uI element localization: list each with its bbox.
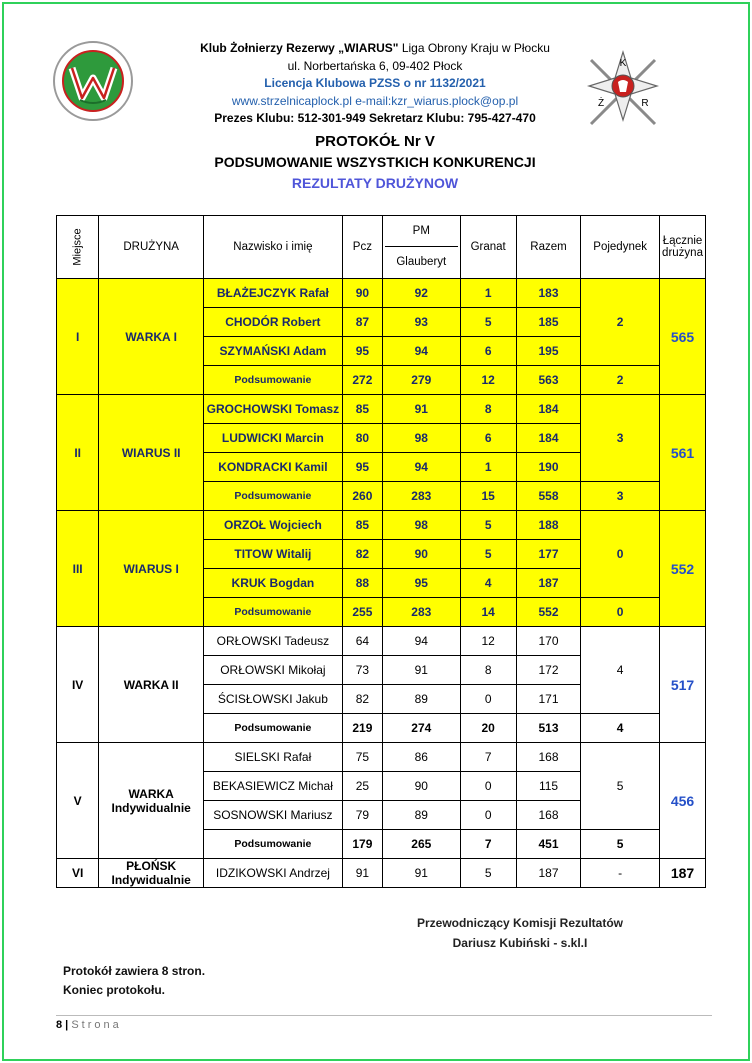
razem-cell: 187 — [516, 859, 580, 888]
razem-cell: 187 — [516, 569, 580, 598]
member-name: CHODÓR Robert — [204, 308, 343, 337]
summary-granat: 15 — [460, 482, 516, 511]
pm-cell: 90 — [383, 772, 461, 801]
granat-cell: 8 — [460, 656, 516, 685]
pcz-cell: 85 — [342, 395, 382, 424]
pcz-cell: 82 — [342, 685, 382, 714]
col-header-pm: PM Glauberyt — [383, 216, 461, 279]
club-header — [180, 40, 570, 128]
summary-pojedynek: 5 — [581, 830, 660, 859]
razem-cell: 190 — [516, 453, 580, 482]
member-name: IDZIKOWSKI Andrzej — [204, 859, 343, 888]
summary-pojedynek: 2 — [581, 366, 660, 395]
pm-cell: 94 — [383, 453, 461, 482]
pm-cell: 89 — [383, 801, 461, 830]
pm-cell: 98 — [383, 424, 461, 453]
club-phones: Prezes Klubu: 512-301-949 Sekretarz Klubu: 795-427-470 — [214, 111, 536, 125]
granat-cell: 5 — [460, 859, 516, 888]
granat-cell: 5 — [460, 540, 516, 569]
summary-granat: 7 — [460, 830, 516, 859]
table-row — [57, 743, 706, 772]
summary-label: Podsumowanie — [204, 714, 343, 743]
summary-pojedynek: 3 — [581, 482, 660, 511]
col-header-team: DRUŻYNA — [99, 216, 204, 279]
wiarus-club-logo — [52, 40, 134, 122]
col-header-pcz: Pcz — [342, 216, 382, 279]
table-row — [57, 859, 706, 888]
member-name: SOSNOWSKI Mariusz — [204, 801, 343, 830]
razem-cell: 115 — [516, 772, 580, 801]
place-cell: II — [57, 395, 99, 511]
pm-cell: 92 — [383, 279, 461, 308]
team-total-cell: 187 — [660, 859, 706, 888]
pcz-cell: 88 — [342, 569, 382, 598]
razem-cell: 168 — [516, 801, 580, 830]
granat-cell: 5 — [460, 308, 516, 337]
razem-cell: 195 — [516, 337, 580, 366]
summary-pojedynek: 0 — [581, 598, 660, 627]
summary-label: Podsumowanie — [204, 598, 343, 627]
pcz-cell: 91 — [342, 859, 382, 888]
summary-granat: 20 — [460, 714, 516, 743]
team-total-cell: 517 — [660, 627, 706, 743]
protocol-notes: Protokół zawiera 8 stron. Koniec protokołu. — [63, 964, 206, 997]
summary-razem: 552 — [516, 598, 580, 627]
team-results-table — [56, 215, 706, 888]
protocol-titles — [150, 131, 600, 194]
pcz-cell: 73 — [342, 656, 382, 685]
place-cell: VI — [57, 859, 99, 888]
granat-cell: 4 — [460, 569, 516, 598]
pcz-cell: 87 — [342, 308, 382, 337]
pm-cell: 94 — [383, 337, 461, 366]
summary-pcz: 179 — [342, 830, 382, 859]
granat-cell: 0 — [460, 685, 516, 714]
summary-pcz: 219 — [342, 714, 382, 743]
summary-pcz: 260 — [342, 482, 382, 511]
summary-granat: 12 — [460, 366, 516, 395]
team-cell: WIARUS II — [99, 395, 204, 511]
granat-cell: 8 — [460, 395, 516, 424]
razem-cell: 185 — [516, 308, 580, 337]
table-row — [57, 395, 706, 424]
col-header-pojedynek: Pojedynek — [581, 216, 660, 279]
pojedynek-cell: - — [581, 859, 660, 888]
team-cell: WARKA Indywidualnie — [99, 743, 204, 859]
razem-cell: 184 — [516, 395, 580, 424]
member-name: ORZOŁ Wojciech — [204, 511, 343, 540]
team-total-cell: 565 — [660, 279, 706, 395]
granat-cell: 6 — [460, 424, 516, 453]
summary-label: Podsumowanie — [204, 830, 343, 859]
footer-divider — [56, 1015, 712, 1016]
member-name: LUDWICKI Marcin — [204, 424, 343, 453]
pcz-cell: 82 — [342, 540, 382, 569]
pm-cell: 86 — [383, 743, 461, 772]
col-header-granat: Granat — [460, 216, 516, 279]
member-name: KONDRACKI Kamil — [204, 453, 343, 482]
pm-cell: 91 — [383, 656, 461, 685]
razem-cell: 188 — [516, 511, 580, 540]
member-name: GROCHOWSKI Tomasz — [204, 395, 343, 424]
razem-cell: 168 — [516, 743, 580, 772]
member-name: BEKASIEWICZ Michał — [204, 772, 343, 801]
table-row — [57, 511, 706, 540]
summary-pcz: 272 — [342, 366, 382, 395]
table-row — [57, 279, 706, 308]
pcz-cell: 79 — [342, 801, 382, 830]
page-footer: 8 | Strona — [56, 1019, 122, 1031]
col-header-razem: Razem — [516, 216, 580, 279]
pcz-cell: 75 — [342, 743, 382, 772]
razem-cell: 183 — [516, 279, 580, 308]
member-name: ORŁOWSKI Tadeusz — [204, 627, 343, 656]
place-cell: V — [57, 743, 99, 859]
granat-cell: 1 — [460, 279, 516, 308]
member-name: TITOW Witalij — [204, 540, 343, 569]
summary-razem: 451 — [516, 830, 580, 859]
team-total-cell: 456 — [660, 743, 706, 859]
summary-razem: 558 — [516, 482, 580, 511]
commission-signature: Przewodniczący Komisji Rezultatów Dariusz Kubiński - s.kl.I — [416, 916, 624, 950]
team-cell: WARKA I — [99, 279, 204, 395]
svg-text:K: K — [619, 58, 627, 69]
table-header-row — [57, 216, 706, 279]
summary-pm: 274 — [383, 714, 461, 743]
member-name: BŁAŻEJCZYK Rafał — [204, 279, 343, 308]
granat-cell: 1 — [460, 453, 516, 482]
pm-cell: 94 — [383, 627, 461, 656]
club-license: Licencja Klubowa PZSS o nr 1132/2021 — [264, 76, 486, 90]
razem-cell: 184 — [516, 424, 580, 453]
member-name: ORŁOWSKI Mikołaj — [204, 656, 343, 685]
place-cell: IV — [57, 627, 99, 743]
team-cell: WARKA II — [99, 627, 204, 743]
svg-text:Ż: Ż — [597, 98, 605, 109]
summary-razem: 563 — [516, 366, 580, 395]
summary-pm: 279 — [383, 366, 461, 395]
team-total-cell: 552 — [660, 511, 706, 627]
pm-cell: 95 — [383, 569, 461, 598]
pojedynek-cell: 2 — [581, 279, 660, 366]
club-address: ul. Norbertańska 6, 09-402 Płock — [287, 58, 463, 73]
pcz-cell: 64 — [342, 627, 382, 656]
zr-emblem-logo — [585, 48, 661, 132]
razem-cell: 177 — [516, 540, 580, 569]
member-name: KRUK Bogdan — [204, 569, 343, 598]
pcz-cell: 85 — [342, 511, 382, 540]
pm-cell: 91 — [383, 395, 461, 424]
summary-pm: 283 — [383, 598, 461, 627]
col-header-total: Łącznie drużyna — [660, 216, 706, 279]
protocol-subtitle: PODSUMOWANIE WSZYSTKICH KONKURENCJI — [214, 154, 536, 170]
protocol-title: PROTOKÓŁ Nr V — [315, 133, 435, 150]
pojedynek-cell: 5 — [581, 743, 660, 830]
place-cell: III — [57, 511, 99, 627]
granat-cell: 12 — [460, 627, 516, 656]
summary-granat: 14 — [460, 598, 516, 627]
club-name: Klub Żołnierzy Rezerwy „WIARUS" Liga Obrony Kraju w Płocku — [200, 41, 550, 55]
razem-cell: 172 — [516, 656, 580, 685]
pcz-cell: 90 — [342, 279, 382, 308]
team-cell: PŁOŃSK Indywidualnie — [99, 859, 204, 888]
pm-cell: 93 — [383, 308, 461, 337]
pojedynek-cell: 4 — [581, 627, 660, 714]
pcz-cell: 25 — [342, 772, 382, 801]
pm-cell: 98 — [383, 511, 461, 540]
summary-label: Podsumowanie — [204, 366, 343, 395]
pojedynek-cell: 0 — [581, 511, 660, 598]
pm-cell: 91 — [383, 859, 461, 888]
pcz-cell: 80 — [342, 424, 382, 453]
team-cell: WIARUS I — [99, 511, 204, 627]
summary-pcz: 255 — [342, 598, 382, 627]
granat-cell: 6 — [460, 337, 516, 366]
summary-label: Podsumowanie — [204, 482, 343, 511]
granat-cell: 7 — [460, 743, 516, 772]
club-contact[interactable]: www.strzelnicaplock.pl e-mail:kzr_wiarus.plock@op.pl — [231, 93, 519, 108]
razem-cell: 171 — [516, 685, 580, 714]
member-name: SZYMAŃSKI Adam — [204, 337, 343, 366]
col-header-place: Miejsce — [57, 216, 99, 279]
team-total-cell: 561 — [660, 395, 706, 511]
member-name: SIELSKI Rafał — [204, 743, 343, 772]
section-title: REZULTATY DRUŻYNOW — [291, 175, 459, 191]
pm-cell: 90 — [383, 540, 461, 569]
pojedynek-cell: 3 — [581, 395, 660, 482]
granat-cell: 0 — [460, 772, 516, 801]
place-cell: I — [57, 279, 99, 395]
col-header-name: Nazwisko i imię — [204, 216, 343, 279]
pcz-cell: 95 — [342, 337, 382, 366]
summary-pm: 265 — [383, 830, 461, 859]
summary-razem: 513 — [516, 714, 580, 743]
member-name: ŚCISŁOWSKI Jakub — [204, 685, 343, 714]
summary-pojedynek: 4 — [581, 714, 660, 743]
summary-pm: 283 — [383, 482, 461, 511]
table-row — [57, 627, 706, 656]
granat-cell: 0 — [460, 801, 516, 830]
granat-cell: 5 — [460, 511, 516, 540]
pm-cell: 89 — [383, 685, 461, 714]
pcz-cell: 95 — [342, 453, 382, 482]
svg-text:R: R — [641, 98, 649, 109]
razem-cell: 170 — [516, 627, 580, 656]
